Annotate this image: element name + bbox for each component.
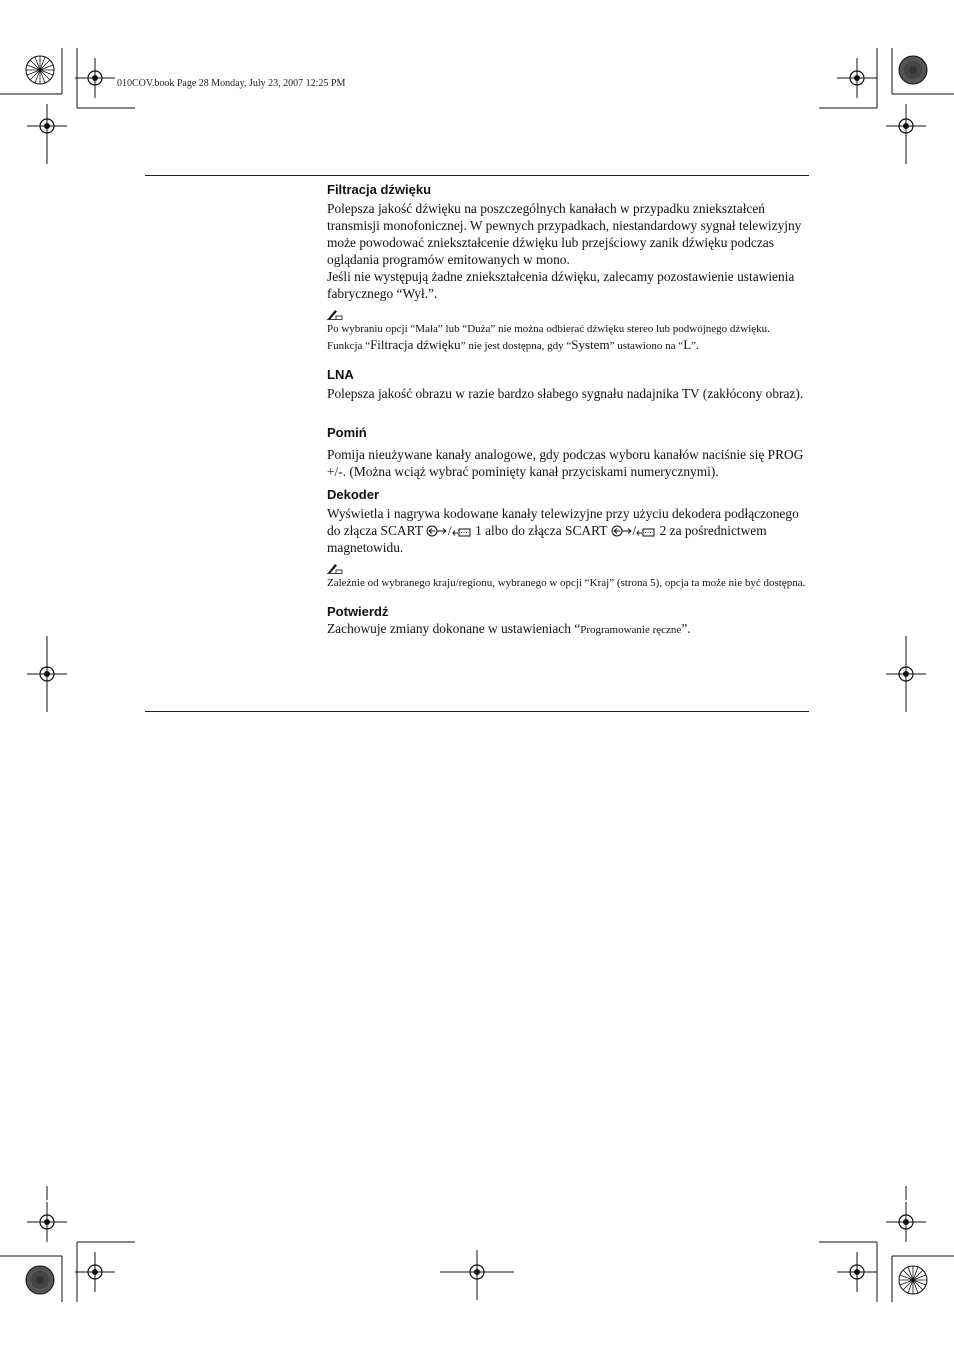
scart-output-icon xyxy=(452,525,472,537)
bottom-rule xyxy=(145,711,809,712)
section-text: Polepsza jakość dźwięku na poszczególnych kanałach w przypadku zniekształceń transmisji monofonicznej. W pewnych przypadkach, niestandardowy sygnał telewizyjny może powodować zniekształcenie dźwięku lub przejściowy zanik dźwięku podczas oglądania programów emitowanych w mono. Jeśli nie występują żadne zniekształcenia dźwięku, zalecamy pozostawienie ustawienia fabrycznego “Wył.”. xyxy=(327,201,802,301)
section-title: LNA xyxy=(327,367,354,382)
note-text: Zależnie od wybranego kraju/regionu, wybranego w opcji “Kraj” (strona 5), opcja ta może nie być dostępna. xyxy=(327,577,806,589)
scart-input-icon xyxy=(426,525,448,537)
pencil-note-icon xyxy=(327,308,343,320)
top-rule xyxy=(145,175,809,176)
pencil-note-icon xyxy=(327,562,343,574)
scart-output-icon xyxy=(636,525,656,537)
section-lna xyxy=(327,367,809,402)
section-title: Pomiń xyxy=(327,425,367,440)
section-text: Pomija nieużywane kanały analogowe, gdy podczas wyboru kanałów naciśnie się PROG +/-. (Można wciąż wybrać pominięty kanał przyciskami numerycznymi). xyxy=(327,447,804,479)
note-text: Funkcja “Filtracja dźwięku” nie jest dostępna, gdy “System” ustawiono na “L”. xyxy=(327,337,699,352)
section-title: Potwierdź xyxy=(327,604,389,619)
section-title: Dekoder xyxy=(327,487,380,502)
section-title: Filtracja dźwięku xyxy=(327,182,432,197)
section-text: Zachowuje zmiany dokonane w ustawieniach “Programowanie ręczne”. xyxy=(327,621,691,636)
settings-description xyxy=(327,182,809,639)
scart-input-icon xyxy=(611,525,633,537)
section-text: Wyświetla i nagrywa kodowane kanały telewizyjne przy użyciu dekodera podłączonego do złącza SCART / 1 albo do złącza SCART / 2 za pośrednictwem magnetowidu. xyxy=(327,506,799,555)
print-header: 010COV.book Page 28 Monday, July 23, 2007 12:25 PM xyxy=(117,78,346,89)
section-confirm xyxy=(327,604,809,639)
section-decoder xyxy=(327,487,809,591)
note-text: Po wybraniu opcji “Mała” lub “Duża” nie można odbierać dźwięku stereo lub podwójnego dźwięku. xyxy=(327,323,770,335)
section-text: Polepsza jakość obrazu w razie bardzo słabego sygnału nadajnika TV (zakłócony obraz). xyxy=(327,386,804,401)
section-sound-filter xyxy=(327,182,809,354)
section-skip xyxy=(327,425,809,480)
